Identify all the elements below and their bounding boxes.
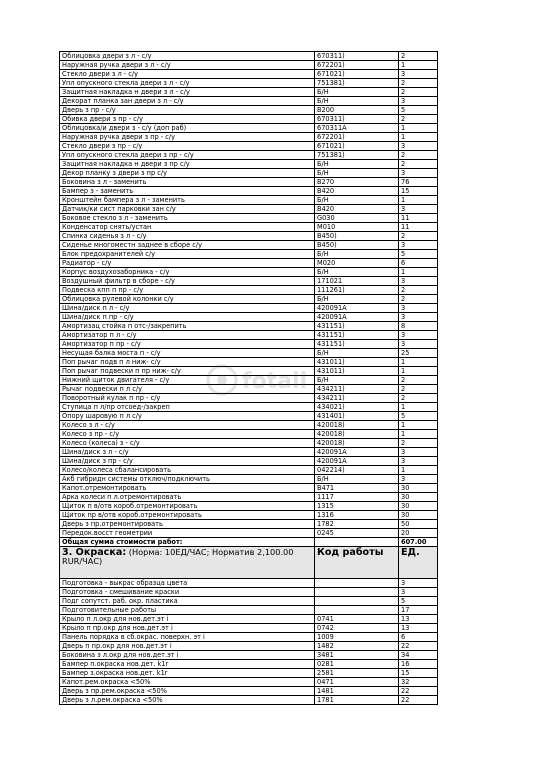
work-description-cell: Поп рычаг подвески п пр ниж- с/у (60, 367, 315, 376)
work-code-cell: B471 (315, 484, 399, 493)
work-description-cell: Спинка сиденья з л - с/у (60, 232, 315, 241)
paint-description-cell: Боковина з л.окр для нов.дет.эт i (60, 651, 315, 660)
paint-code-cell: 2581 (315, 669, 399, 678)
table-row (60, 295, 438, 304)
work-code-cell: Б/Н (315, 160, 399, 169)
work-description-cell: Капот.отремонтировать (60, 484, 315, 493)
section-title-cell (60, 547, 315, 579)
work-units-cell: 2 (399, 160, 438, 169)
work-code-cell: Б/Н (315, 268, 399, 277)
work-description-cell: Облицовка двери з л - с/у (60, 52, 315, 61)
table-row (60, 322, 438, 331)
paint-units-cell: 3 (399, 588, 438, 597)
work-code-cell: Б/Н (315, 97, 399, 106)
work-code-cell: Б/Н (315, 475, 399, 484)
work-units-cell: 1 (399, 367, 438, 376)
work-code-cell: M010 (315, 223, 399, 232)
work-code-cell: Б/Н (315, 349, 399, 358)
work-code-cell: 751381) (315, 79, 399, 88)
work-units-cell: 1 (399, 421, 438, 430)
table-row (60, 349, 438, 358)
work-description-cell: Стекло двери з пр - с/у (60, 142, 315, 151)
work-units-cell: 1 (399, 358, 438, 367)
work-code-cell: 420091A (315, 313, 399, 322)
paint-code-cell: 1482 (315, 642, 399, 651)
work-code-cell: 671021) (315, 70, 399, 79)
table-row (60, 412, 438, 421)
paint-description-cell: Панель порядка в сб.окрас. поверхн. эт i (60, 633, 315, 642)
work-units-cell: 20 (399, 529, 438, 538)
work-description-cell: Амортизатор п пр - с/у (60, 340, 315, 349)
work-units-cell: 3 (399, 340, 438, 349)
work-description-cell: Шина/диск п л - с/у (60, 304, 315, 313)
work-description-cell: Обивка двери з пр - с/у (60, 115, 315, 124)
paint-code-cell: 1481 (315, 687, 399, 696)
work-description-cell: Щиток п в/отв короб.отремонтировать (60, 502, 315, 511)
work-units-cell: 2 (399, 295, 438, 304)
table-row (60, 142, 438, 151)
paint-units-cell: 6 (399, 633, 438, 642)
work-units-cell: 5 (399, 106, 438, 115)
table-row (60, 286, 438, 295)
work-description-cell: Колесо з л - с/у (60, 421, 315, 430)
table-row (60, 511, 438, 520)
paint-description-cell: Крыло п пр.окр для нов.дет.эт i (60, 624, 315, 633)
work-code-cell: B420 (315, 187, 399, 196)
table-row (60, 133, 438, 142)
paint-units-cell: 22 (399, 642, 438, 651)
work-units-cell: 2 (399, 385, 438, 394)
work-code-cell: Б/Н (315, 88, 399, 97)
work-code-cell: B420 (315, 205, 399, 214)
work-code-cell: 1316 (315, 511, 399, 520)
table-row (60, 358, 438, 367)
paint-units-cell: 13 (399, 624, 438, 633)
table-row (60, 196, 438, 205)
section-subtitle: (Норма: 10ЕД/ЧАС; Норматив 2,100.00 RUR/ЧАС) (62, 547, 294, 567)
work-units-cell: 5 (399, 250, 438, 259)
work-units-cell: 1 (399, 466, 438, 475)
paint-description-cell: Дверь з пр.рем.окраска <50% (60, 687, 315, 696)
work-units-cell: 5 (399, 412, 438, 421)
work-code-cell: 0245 (315, 529, 399, 538)
work-code-cell: 420091A (315, 448, 399, 457)
work-units-cell: 3 (399, 448, 438, 457)
paint-description-cell: Подготовка - смешивание краски (60, 588, 315, 597)
table-row (60, 475, 438, 484)
work-units-cell: 2 (399, 88, 438, 97)
table-row (60, 466, 438, 475)
section-title: 3. Окраска: (62, 547, 127, 558)
work-code-cell: 171021 (315, 277, 399, 286)
work-description-cell: Упл опускного стекла двери з пр - с/у (60, 151, 315, 160)
table-row (60, 52, 438, 61)
paint-units-cell: 32 (399, 678, 438, 687)
total-value: 607.00 (399, 538, 438, 547)
total-label: Общая сумма стоимости работ: (60, 538, 315, 547)
table-row (60, 421, 438, 430)
work-description-cell: Шина/диск з пр - с/у (60, 457, 315, 466)
work-description-cell: Акб гибридн системы отключ/подключить (60, 475, 315, 484)
work-units-cell: 3 (399, 313, 438, 322)
work-units-cell: 50 (399, 520, 438, 529)
work-code-cell: 431151) (315, 322, 399, 331)
work-units-cell: 3 (399, 475, 438, 484)
work-description-cell: Радиатор - с/у (60, 259, 315, 268)
work-description-cell: Шина/диск з л - с/у (60, 448, 315, 457)
work-units-cell: 30 (399, 484, 438, 493)
table-row (60, 259, 438, 268)
paint-description-cell: Крыло п л.окр для нов.дет.эт i (60, 615, 315, 624)
work-units-cell: 3 (399, 277, 438, 286)
section-header-row (60, 547, 438, 579)
table-row (60, 642, 438, 651)
work-code-cell: 434211) (315, 394, 399, 403)
work-code-cell: Б/Н (315, 169, 399, 178)
table-row (60, 241, 438, 250)
work-description-cell: Дверь з пр.отремонтировать (60, 520, 315, 529)
work-code-cell: B450) (315, 241, 399, 250)
work-description-cell: Сиденье многоместн заднее в сборе с/у (60, 241, 315, 250)
paint-units-cell: 22 (399, 696, 438, 705)
paint-code-cell: 0742 (315, 624, 399, 633)
work-code-cell: 1782 (315, 520, 399, 529)
paint-description-cell: Бампер з.окраска нов.дет. k1r (60, 669, 315, 678)
work-description-cell: Ступица п л/пр отсоед-/закреп (60, 403, 315, 412)
work-units-cell: 11 (399, 214, 438, 223)
paint-code-cell: 1781 (315, 696, 399, 705)
table-row (60, 633, 438, 642)
work-code-cell: 1117 (315, 493, 399, 502)
work-description-cell: Бампер з - заменить (60, 187, 315, 196)
paint-description-cell: Капот.рем.окраска <50% (60, 678, 315, 687)
work-units-cell: 30 (399, 493, 438, 502)
work-code-cell: 420018) (315, 421, 399, 430)
table-row (60, 651, 438, 660)
paint-code-cell: 3481 (315, 651, 399, 660)
table-row (60, 606, 438, 615)
table-row (60, 367, 438, 376)
work-units-cell: 8 (399, 322, 438, 331)
paint-code-cell: 1009 (315, 633, 399, 642)
table-row (60, 214, 438, 223)
table-row (60, 669, 438, 678)
work-code-cell: B270 (315, 178, 399, 187)
paint-code-cell: 0741 (315, 615, 399, 624)
paint-code-cell (315, 597, 399, 606)
work-description-cell: Облицовка/и двери з - с/у (доп раб) (60, 124, 315, 133)
work-units-cell: 2 (399, 376, 438, 385)
work-description-cell: Боковина з л - заменить (60, 178, 315, 187)
work-code-cell: 420018) (315, 439, 399, 448)
work-description-cell: Нижний щиток двигателя - с/у (60, 376, 315, 385)
work-description-cell: Рычаг подвески п л с/у (60, 385, 315, 394)
units-column-header: ЕД. (399, 547, 438, 579)
work-table (59, 51, 438, 705)
work-code-cell: 751381) (315, 151, 399, 160)
paint-units-cell: 5 (399, 597, 438, 606)
table-row (60, 115, 438, 124)
work-units-cell: 6 (399, 259, 438, 268)
table-row (60, 484, 438, 493)
work-description-cell: Конденсатор снять/устан (60, 223, 315, 232)
work-description-cell: Декорат планка зан двери з л - с/у (60, 97, 315, 106)
work-units-cell: 3 (399, 457, 438, 466)
table-row (60, 88, 438, 97)
work-units-cell: 3 (399, 241, 438, 250)
table-row (60, 597, 438, 606)
paint-units-cell: 15 (399, 669, 438, 678)
work-description-cell: Передок.восст геометрии (60, 529, 315, 538)
table-row (60, 403, 438, 412)
table-row (60, 615, 438, 624)
work-units-cell: 2 (399, 394, 438, 403)
table-row (60, 97, 438, 106)
table-row (60, 439, 438, 448)
work-units-cell: 1 (399, 133, 438, 142)
work-units-cell: 30 (399, 511, 438, 520)
work-code-cell: 434021) (315, 403, 399, 412)
paint-units-cell: 13 (399, 615, 438, 624)
work-code-cell: 434211) (315, 385, 399, 394)
code-column-header: Код работы (315, 547, 399, 579)
work-code-cell: 670311) (315, 52, 399, 61)
table-row (60, 493, 438, 502)
table-row (60, 331, 438, 340)
table-row (60, 160, 438, 169)
table-row (60, 277, 438, 286)
work-units-cell: 3 (399, 142, 438, 151)
total-code (315, 538, 399, 547)
paint-description-cell: Подготовительные работы (60, 606, 315, 615)
work-code-cell: 431151) (315, 331, 399, 340)
work-units-cell: 30 (399, 502, 438, 511)
work-code-cell: 111261) (315, 286, 399, 295)
work-description-cell: Облицовка рулевой колонки с/у (60, 295, 315, 304)
table-row (60, 579, 438, 588)
table-row (60, 529, 438, 538)
work-description-cell: Дверь з пр - с/у (60, 106, 315, 115)
paint-description-cell: Дверь з л.рем.окраска <50% (60, 696, 315, 705)
work-code-cell: Б/Н (315, 196, 399, 205)
table-row (60, 61, 438, 70)
paint-description-cell: Подготовка - выкрас образца цвета (60, 579, 315, 588)
work-code-cell: B200 (315, 106, 399, 115)
paint-units-cell: 22 (399, 687, 438, 696)
work-units-cell: 2 (399, 52, 438, 61)
table-row (60, 340, 438, 349)
work-code-cell: M020 (315, 259, 399, 268)
table-row (60, 151, 438, 160)
table-row (60, 178, 438, 187)
work-code-cell: 431151) (315, 340, 399, 349)
table-row (60, 588, 438, 597)
paint-code-cell (315, 588, 399, 597)
work-code-cell: B450) (315, 232, 399, 241)
work-units-cell: 2 (399, 115, 438, 124)
table-row (60, 430, 438, 439)
work-units-cell: 3 (399, 169, 438, 178)
table-row (60, 502, 438, 511)
work-description-cell: Корпус воздухозаборника - с/у (60, 268, 315, 277)
work-description-cell: Колесо (колеса) з - с/у (60, 439, 315, 448)
table-row (60, 250, 438, 259)
work-units-cell: 3 (399, 304, 438, 313)
table-row (60, 660, 438, 669)
work-units-cell: 11 (399, 223, 438, 232)
table-row (60, 624, 438, 633)
work-units-cell: 2 (399, 439, 438, 448)
work-description-cell: Блок предохранителей с/у (60, 250, 315, 259)
work-code-cell: 672201) (315, 61, 399, 70)
work-units-cell: 76 (399, 178, 438, 187)
work-units-cell: 1 (399, 61, 438, 70)
work-code-cell: 431401) (315, 412, 399, 421)
work-units-cell: 1 (399, 268, 438, 277)
work-code-cell: 420018) (315, 430, 399, 439)
work-units-cell: 3 (399, 70, 438, 79)
work-description-cell: Подвеска кпп п пр - с/у (60, 286, 315, 295)
work-code-cell: 420091A (315, 457, 399, 466)
work-description-cell: Опору шаровую п л с/у (60, 412, 315, 421)
work-code-cell: G030 (315, 214, 399, 223)
work-description-cell: Шина/диск п пр - с/у (60, 313, 315, 322)
table-row (60, 394, 438, 403)
work-description-cell: Наружная ручка двери з пр - с/у (60, 133, 315, 142)
table-row (60, 520, 438, 529)
table-row (60, 313, 438, 322)
paint-code-cell: 0281 (315, 660, 399, 669)
work-units-cell: 1 (399, 124, 438, 133)
work-description-cell: Колесо з пр - с/у (60, 430, 315, 439)
work-code-cell: 431011) (315, 367, 399, 376)
table-row (60, 79, 438, 88)
work-units-cell: 2 (399, 79, 438, 88)
table-row (60, 223, 438, 232)
table-row (60, 687, 438, 696)
work-description-cell: Амортизатор п л - с/у (60, 331, 315, 340)
work-description-cell: Несущая балка моста п - с/у (60, 349, 315, 358)
work-code-cell: 670311A (315, 124, 399, 133)
work-code-cell: 420091A (315, 304, 399, 313)
paint-code-cell (315, 606, 399, 615)
work-code-cell: 431011) (315, 358, 399, 367)
work-units-cell: 2 (399, 151, 438, 160)
paint-code-cell: 0471 (315, 678, 399, 687)
work-units-cell: 15 (399, 187, 438, 196)
paint-description-cell: Подг сопутст. раб. окр. пластика (60, 597, 315, 606)
work-table-body (60, 52, 438, 705)
table-row (60, 169, 438, 178)
work-description-cell: Защитная накладка н двери з пр с/у (60, 160, 315, 169)
table-row (60, 304, 438, 313)
work-units-cell: 2 (399, 286, 438, 295)
table-row (60, 187, 438, 196)
watermark-text: fotall (242, 369, 308, 394)
table-row (60, 696, 438, 705)
work-units-cell: 3 (399, 97, 438, 106)
work-description-cell: Датчик/ки сист парковки зан с/у (60, 205, 315, 214)
work-units-cell: 2 (399, 232, 438, 241)
work-description-cell: Наружная ручка двери з л - с/у (60, 61, 315, 70)
table-row (60, 678, 438, 687)
table-row (60, 124, 438, 133)
work-code-cell: 672201) (315, 133, 399, 142)
table-row (60, 448, 438, 457)
work-code-cell: Б/Н (315, 376, 399, 385)
work-description-cell: Арка колеси п л.отремонтировать (60, 493, 315, 502)
paint-units-cell: 17 (399, 606, 438, 615)
work-units-cell: 3 (399, 205, 438, 214)
work-code-cell: 042214) (315, 466, 399, 475)
work-description-cell: Кронштейн бампера з л - заменить (60, 196, 315, 205)
table-row (60, 205, 438, 214)
work-description-cell: Поп рычаг подв п л ниж- с/у (60, 358, 315, 367)
work-units-cell: 1 (399, 430, 438, 439)
table-row (60, 70, 438, 79)
work-code-cell: 1315 (315, 502, 399, 511)
work-code-cell: Б/Н (315, 250, 399, 259)
work-units-cell: 3 (399, 331, 438, 340)
work-description-cell: Поворотный кулак п пр - с/у (60, 394, 315, 403)
work-description-cell: Амортизац стойка п отс-/закрепить (60, 322, 315, 331)
work-code-cell: Б/Н (315, 295, 399, 304)
work-description-cell: Декор планку з двери з пр с/у (60, 169, 315, 178)
work-description-cell: Боковое стекло з л - заменить (60, 214, 315, 223)
table-row (60, 232, 438, 241)
table-row (60, 268, 438, 277)
table-row (60, 376, 438, 385)
paint-description-cell: Дверь п пр.окр для нов.дет.эт i (60, 642, 315, 651)
table-row (60, 106, 438, 115)
work-description-cell: Упл опускного стекла двери з л - с/у (60, 79, 315, 88)
paint-units-cell: 16 (399, 660, 438, 669)
work-description-cell: Щиток пр в/отв короб.отремонтировать (60, 511, 315, 520)
work-code-cell: 671021) (315, 142, 399, 151)
work-description-cell: Воздушный фильтр в сборе - с/у (60, 277, 315, 286)
paint-units-cell: 34 (399, 651, 438, 660)
table-row (60, 385, 438, 394)
work-code-cell: 670311) (315, 115, 399, 124)
work-description-cell: Стекло двери з л - с/у (60, 70, 315, 79)
paint-description-cell: Бампер п.окраска нов.дет. k1r (60, 660, 315, 669)
work-description-cell: Колесо/колеса сбалансировать (60, 466, 315, 475)
work-units-cell: 1 (399, 196, 438, 205)
paint-code-cell (315, 579, 399, 588)
work-units-cell: 1 (399, 403, 438, 412)
table-row (60, 457, 438, 466)
paint-units-cell: 3 (399, 579, 438, 588)
total-row (60, 538, 438, 547)
work-description-cell: Защитная накладка н двери з л - с/у (60, 88, 315, 97)
work-units-cell: 25 (399, 349, 438, 358)
